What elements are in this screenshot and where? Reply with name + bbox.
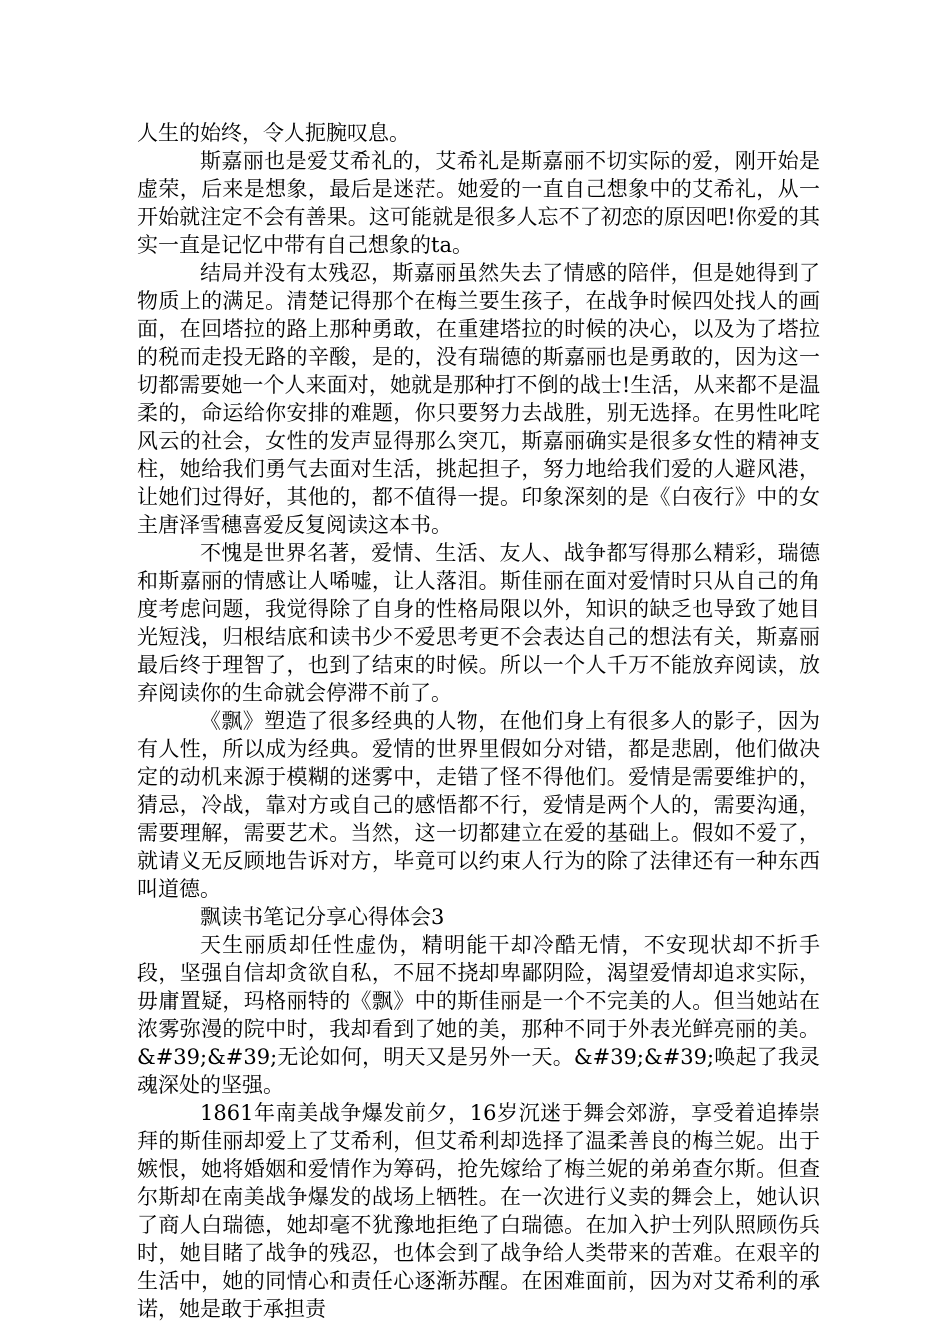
paragraph-7: 1861年南美战争爆发前夕，16岁沉迷于舞会郊游，享受着追捧崇拜的斯佳丽却爱上了艾希利，但艾希利却选择了温柔善良的梅兰妮。出于嫉恨，她将婚姻和爱情作为筹码，抢先嫁给了梅兰妮的弟弟查尔斯。但查尔斯却在南美战争爆发的战场上牺牲。在一次进行义卖的舞会上，她认识了商人白瑞德，她却毫不犹豫地拒绝了白瑞德。在加入护士列队照顾伤兵时，她目睹了战争的残忍，也体会到了战争给人类带来的苦难。在艰辛的生活中，她的同情心和责任心逐渐苏醒。在困难面前，因为对艾希利的承诺，她是敢于承担责 (137, 1101, 820, 1321)
paragraph-0: 人生的始终，令人扼腕叹息。 (137, 121, 410, 145)
section-heading: 飘读书笔记分享心得体会3 (200, 905, 445, 929)
document-body (137, 119, 820, 1323)
paragraph-2: 结局并没有太残忍，斯嘉丽虽然失去了情感的陪伴，但是她得到了物质上的满足。清楚记得那个在梅兰要生孩子，在战争时候四处找人的画面，在回塔拉的路上那种勇敢，在重建塔拉的时候的决心，以及为了塔拉的税而走投无路的辛酸，是的，没有瑞德的斯嘉丽也是勇敢的，因为这一切都需要她一个人来面对，她就是那种打不倒的战士!生活，从来都不是温柔的，命运给你安排的难题，你只要努力去战胜，别无选择。在男性叱咤风云的社会，女性的发声显得那么突兀，斯嘉丽确实是很多女性的精神支柱，她给我们勇气去面对生活，挑起担子，努力地给我们爱的人避风港，让她们过得好，其他的，都不值得一提。印象深刻的是《白夜行》中的女主唐泽雪穗喜爱反复阅读这本书。 (137, 261, 820, 537)
paragraph-3: 不愧是世界名著，爱情、生活、友人、战争都写得那么精彩，瑞德和斯嘉丽的情感让人唏嘘，让人落泪。斯佳丽在面对爱情时只从自己的角度考虑问题，我觉得除了自身的性格局限以外，知识的缺乏也导致了她目光短浅，归根结底和读书少不爱思考更不会表达自己的想法有关，斯嘉丽最后终于理智了，也到了结束的时候。所以一个人千万不能放弃阅读，放弃阅读你的生命就会停滞不前了。 (137, 541, 820, 705)
paragraph-1: 斯嘉丽也是爱艾希礼的，艾希礼是斯嘉丽不切实际的爱，刚开始是虚荣，后来是想象，最后是迷茫。她爱的一直自己想象中的艾希礼，从一开始就注定不会有善果。这可能就是很多人忘不了初恋的原因吧!你爱的其实一直是记忆中带有自己想象的ta。 (137, 149, 820, 257)
paragraph-6: 天生丽质却任性虚伪，精明能干却冷酷无情，不安现状却不折手段，坚强自信却贪欲自私，不屈不挠却卑鄙阴险，渴望爱情却追求实际，毋庸置疑，玛格丽特的《飘》中的斯佳丽是一个不完美的人。但当她站在浓雾弥漫的院中时，我却看到了她的美，那种不同于外表光鲜亮丽的美。&#39;&#39;无论如何，明天又是另外一天。&#39;&#39;唤起了我灵魂深处的坚强。 (137, 933, 820, 1097)
paragraph-4: 《飘》塑造了很多经典的人物，在他们身上有很多人的影子，因为有人性，所以成为经典。爱情的世界里假如分对错，都是悲剧，他们做决定的动机来源于模糊的迷雾中，走错了怪不得他们。爱情是需要维护的，猜忌，冷战，靠对方或自己的感悟都不行，爱情是两个人的，需要沟通，需要理解，需要艺术。当然，这一切都建立在爱的基础上。假如不爱了，就请义无反顾地告诉对方，毕竟可以约束人行为的除了法律还有一种东西叫道德。 (137, 709, 820, 901)
